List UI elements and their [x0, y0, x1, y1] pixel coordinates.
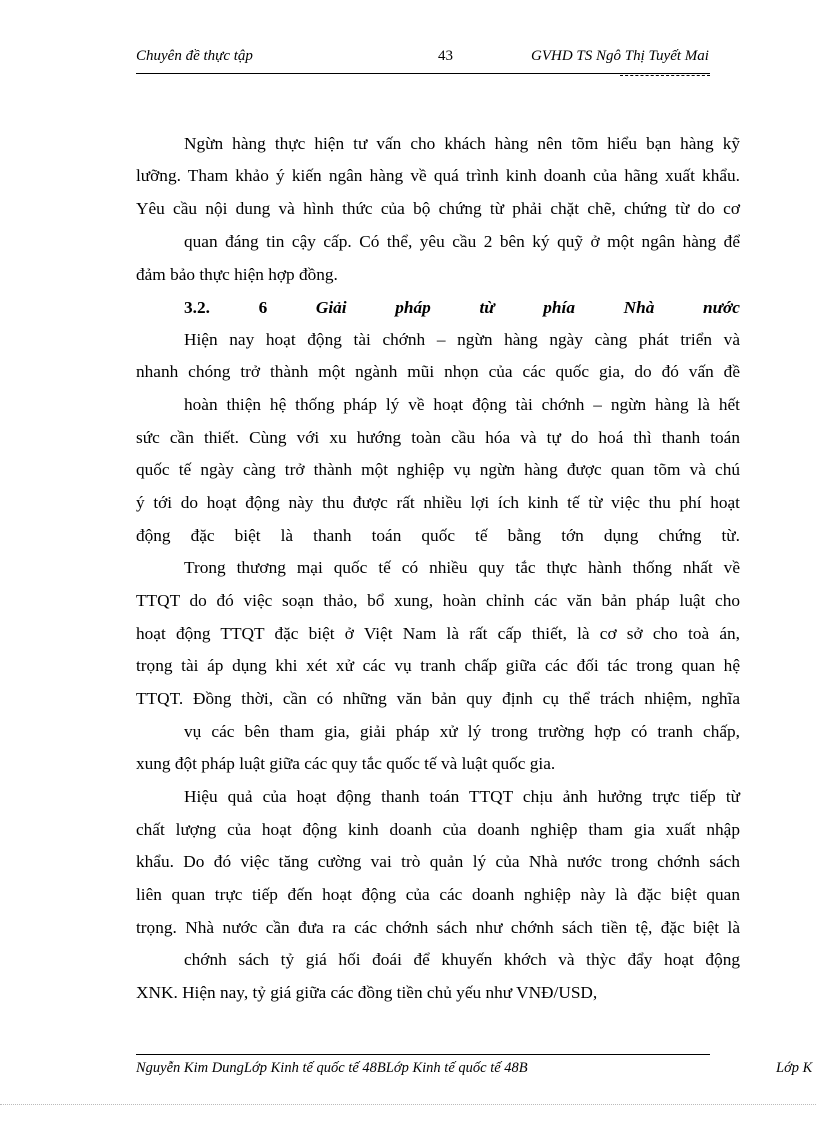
- section-word: Nhà: [623, 298, 655, 317]
- footer-rule: [136, 1054, 710, 1055]
- paragraph-line: Ngừn hàng thực hiện tư vấn cho khách hàng nên tõm hiểu bạn hàng kỹ: [184, 134, 740, 153]
- paragraph-line: TTQT do đó việc soạn thảo, bổ xung, hoàn chỉnh các văn bản pháp luật cho: [136, 591, 740, 610]
- paragraph-line: Hiện nay hoạt động tài chớnh – ngừn hàng ngày càng phát triển và: [184, 330, 740, 349]
- paragraph-line: ý tới do hoạt động này thu được rất nhiều lợi ích kinh tế từ việc thu phí hoạt: [136, 493, 740, 512]
- paragraph-line: sức cần thiết. Cùng với xu hướng toàn cầu hóa và tự do hoá thì thanh toán: [136, 428, 740, 447]
- paragraph-line: chất lượng của hoạt động kinh doanh của doanh nghiệp tham gia xuất nhập: [136, 820, 740, 839]
- paragraph-line: trọng tài áp dụng khi xét xử các vụ tranh chấp giữa các đối tác trong quan hệ: [136, 656, 740, 675]
- section-subnumber: 6: [258, 298, 268, 317]
- paragraph-line: quan đáng tin cậy cấp. Có thể, yêu cầu 2 bên ký quỹ ở một ngân hàng để: [184, 232, 740, 251]
- section-word: phía: [543, 298, 575, 317]
- paragraph-line: chớnh sách tỷ giá hối đoái để khuyến khớch và thỳc đẩy hoạt động: [184, 950, 740, 969]
- paragraph-line: đảm bảo thực hiện hợp đồng.: [136, 265, 338, 284]
- header-advisor: GVHD TS Ngô Thị Tuyết Mai: [531, 48, 709, 64]
- page-bottom-border: [0, 1104, 816, 1105]
- paragraph-line: TTQT. Đồng thời, cần có những văn bản quy định cụ thể trách nhiệm, nghĩa: [136, 689, 740, 708]
- paragraph-line: khẩu. Do đó việc tăng cường vai trò quản lý của Nhà nước trong chớnh sách: [136, 852, 740, 871]
- paragraph-line: Trong thương mại quốc tế có nhiều quy tắc thực hành thống nhất về: [184, 558, 740, 577]
- paragraph-line: xung đột pháp luật giữa các quy tắc quốc tế và luật quốc gia.: [136, 754, 556, 773]
- section-heading: [184, 298, 740, 318]
- footer-class: Lớp K: [776, 1060, 813, 1076]
- section-number: 3.2.: [184, 298, 210, 317]
- paragraph-line: quốc tế ngày càng trở thành một nghiệp vụ ngừn hàng được quan tõm và chú: [136, 460, 740, 479]
- paragraph-line: lưỡng. Tham khảo ý kiến ngân hàng về quá trình kinh doanh của hãng xuất khẩu.: [136, 166, 740, 185]
- paragraph-line: động đặc biệt là thanh toán quốc tế bằng tớn dụng chứng từ.: [136, 526, 740, 545]
- paragraph-line: hoàn thiện hệ thống pháp lý về hoạt động tài chớnh – ngừn hàng là hết: [184, 395, 740, 414]
- paragraph-line: nhanh chóng trở thành một ngành mũi nhọn của các quốc gia, do đó vấn đề: [136, 362, 740, 381]
- footer-author: Nguyễn Kim DungLớp Kinh tế quốc tế 48BLớp Kinh tế quốc tế 48B: [136, 1060, 528, 1076]
- paragraph-line: liên quan trực tiếp đến hoạt động của các doanh nghiệp này là đặc biệt quan: [136, 885, 740, 904]
- paragraph-line: Yêu cầu nội dung và hình thức của bộ chứng từ phải chặt chẽ, chứng từ do cơ: [136, 199, 740, 218]
- header-rule: [136, 73, 710, 74]
- paragraph-line: XNK. Hiện nay, tỷ giá giữa các đồng tiền chủ yếu như VNĐ/USD,: [136, 983, 598, 1002]
- header-title: Chuyên đề thực tập: [136, 48, 253, 64]
- section-word: pháp: [395, 298, 431, 317]
- paragraph-line: trọng. Nhà nước cần đưa ra các chớnh sách như chớnh sách tiền tệ, đặc biệt là: [136, 918, 740, 937]
- page-number: 43: [438, 48, 453, 64]
- section-word: từ: [479, 298, 495, 317]
- paragraph-line: hoạt động TTQT đặc biệt ở Việt Nam là rất cấp thiết, là cơ sở cho toà án,: [136, 624, 740, 643]
- header-dash-rule: [620, 75, 710, 76]
- section-word: nước: [703, 298, 740, 317]
- section-word: Giải: [315, 298, 347, 317]
- paragraph-line: Hiệu quả của hoạt động thanh toán TTQT chịu ảnh hưởng trực tiếp từ: [184, 787, 740, 806]
- paragraph-line: vụ các bên tham gia, giải pháp xử lý trong trường hợp có tranh chấp,: [184, 722, 740, 741]
